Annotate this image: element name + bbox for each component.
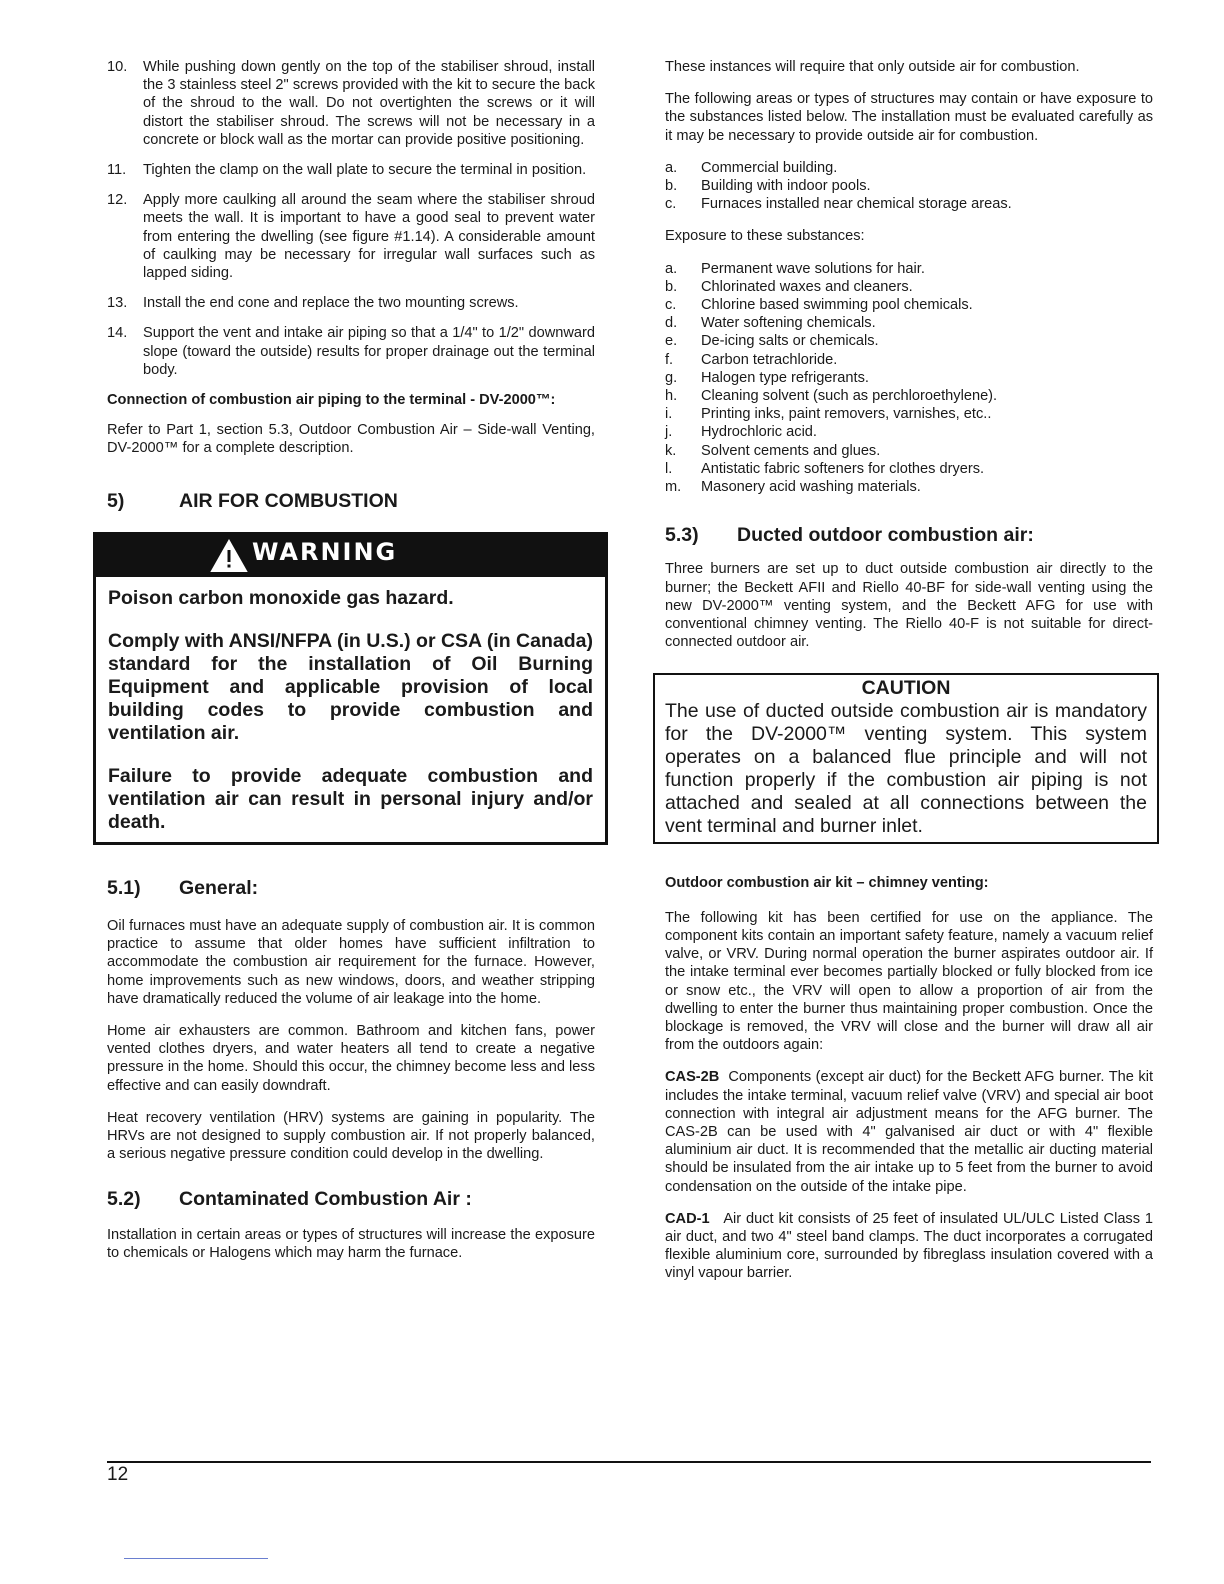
warning-body <box>96 577 605 842</box>
left-column <box>107 58 595 1276</box>
warning-text-2: Comply with ANSI/NFPA (in U.S.) or CSA (in Canada) standard for the installation of Oil Burning Equipment and applicable provision of local building codes to provide combustion and ventilation air. <box>108 629 593 744</box>
caution-box <box>653 673 1159 844</box>
list-item: e. De-icing salts or chemicals. <box>665 333 879 350</box>
connection-heading: Connection of combustion air piping to the terminal - DV-2000™: <box>107 392 556 409</box>
section-5-1-heading: 5.1) General: <box>107 876 259 899</box>
section-5-2-heading: 5.2) Contaminated Combustion Air : <box>107 1187 472 1210</box>
connection-text: Refer to Part 1, section 5.3, Outdoor Combustion Air – Side-wall Venting, DV-2000™ for a complete description. <box>107 422 595 457</box>
caution-text: The use of ducted outside combustion air is mandatory for the DV-2000™ venting system. This system operates on a balanced flue principle and will not function properly if the combustion air piping is not attached and sealed at all connections between the vent terminal and burner inlet. <box>665 700 1147 838</box>
step-12: 12. Apply more caulking all around the seam where the stabiliser shroud meets the wall. It is important to have a good seal to prevent water from entering the dwelling (see figure #1.14). A considerable amount of caulking may be necessary for irregular wall surfaces such as lapped siding. <box>107 192 595 282</box>
list-item: h. Cleaning solvent (such as perchloroethylene). <box>665 388 998 405</box>
footer-divider <box>107 1461 1151 1463</box>
cas-2b-text: Components (except air duct) for the Beckett AFG burner. The kit includes the intake terminal, vacuum relief valve (VRV) and special air boot connection with integral air adjustment means for the AFG burner. The CAS-2B can be used with 4" galvanised air duct or with 4" flexible aluminium air duct. It is recommended that the metallic air ducting material should be insulated from the air intake up to 5 feet from the burner to avoid condensation on the outside of the intake pipe. <box>665 1069 1154 1195</box>
exposure-heading: Exposure to these substances: <box>665 228 865 245</box>
list-item: l. Antistatic fabric softeners for clothes dryers. <box>665 460 985 477</box>
warning-label: WARNING <box>252 537 398 566</box>
step-13: 13. Install the end cone and replace the two mounting screws. <box>107 295 519 312</box>
step-14: 14. Support the vent and intake air piping so that a 1/4" to 1/2" downward slope (toward the outside) results for proper drainage out the terminal body. <box>107 325 595 378</box>
list-item: c. Chlorine based swimming pool chemicals. <box>665 297 973 314</box>
list-item: k. Solvent cements and glues. <box>665 442 881 459</box>
step-11: 11. Tighten the clamp on the wall plate to secure the terminal in position. <box>107 162 587 179</box>
areas-list <box>665 159 1153 214</box>
decorative-underline <box>124 1558 268 1559</box>
list-item: g. Halogen type refrigerants. <box>665 369 869 386</box>
list-item: b. Chlorinated waxes and cleaners. <box>665 278 913 295</box>
kit-heading: Outdoor combustion air kit – chimney venting: <box>665 875 989 892</box>
section-5-3-heading: 5.3) Ducted outdoor combustion air: <box>665 524 1034 547</box>
warning-banner <box>96 535 605 577</box>
cas-2b-label: CAS-2B <box>665 1069 720 1086</box>
right-column <box>665 58 1153 1297</box>
general-paragraph-3: Heat recovery ventilation (HRV) systems are gaining in popularity. The HRVs are not designed to supply combustion air. If not properly balanced, a serious negative pressure condition could develop in the dwelling. <box>107 1109 595 1163</box>
cad-1-paragraph <box>665 1210 1153 1283</box>
list-item: a. Permanent wave solutions for hair. <box>665 260 925 277</box>
intro-paragraph-1: These instances will require that only outside air for combustion. <box>665 59 1080 75</box>
warning-box <box>93 532 608 845</box>
cad-1-text: Air duct kit consists of 25 feet of insulated UL/ULC Listed Class 1 air duct, and two 4" steel band clamps. The duct incorporates a corrugated flexible aluminium core, surrounded by fibreglass insulation covered with a vinyl vapour barrier. <box>665 1210 1153 1282</box>
general-paragraph-2: Home air exhausters are common. Bathroom and kitchen fans, power vented clothes dryers, and water heaters all tend to create a negative pressure in the home. Should this occur, the chimney become less and less effective and can easily downdraft. <box>107 1023 595 1094</box>
intro-paragraph-2: The following areas or types of structures may contain or have exposure to the substances listed below. The installation must be evaluated carefully as it may be necessary to provide outside air for combustion. <box>665 91 1153 144</box>
warning-triangle-icon <box>210 539 248 573</box>
list-item: j. Hydrochloric acid. <box>665 424 817 441</box>
list-item: i. Printing inks, paint removers, varnishes, etc.. <box>665 406 992 423</box>
caution-title: CAUTION <box>861 677 951 700</box>
general-paragraph-1: Oil furnaces must have an adequate supply of combustion air. It is common practice to assume that older homes have sufficient infiltration to accommodate the combustion air requirement for the furnace. However, home improvements such as new windows, doors, and weather stripping have dramatically reduced the volume of air leakage into the home. <box>107 918 595 1007</box>
list-item: d. Water softening chemicals. <box>665 315 876 332</box>
warning-text-3: Failure to provide adequate combustion and ventilation air can result in personal injury and/or death. <box>108 764 593 833</box>
contaminated-paragraph: Installation in certain areas or types of structures will increase the exposure to chemicals or Halogens which may harm the furnace. <box>107 1226 595 1261</box>
ducted-paragraph: Three burners are set up to duct outside combustion air directly to the burner; the Beckett AFII and Riello 40-BF for side-wall venting using the new DV-2000™ venting system, and the Beckett AFG for use with conventional chimney venting. The Riello 40-F is not suitable for direct-connected outdoor air. <box>665 561 1153 651</box>
cad-1-label: CAD-1 <box>665 1210 710 1227</box>
list-item: c. Furnaces installed near chemical storage areas. <box>665 196 1012 213</box>
step-10: 10. While pushing down gently on the top of the stabiliser shroud, install the 3 stainless steel 2" screws provided with the kit to secure the back of the shroud to the wall. Do not overtighten the screws or it will distort the stabiliser shroud. The screws will not be necessary in a concrete or block wall as the mortar can provide positive positioning. <box>107 59 595 148</box>
cas-2b-paragraph <box>665 1068 1153 1195</box>
kit-paragraph: The following kit has been certified for use on the appliance. The component kits contain an important safety feature, namely a vacuum relief valve, or VRV. During normal operation the burner aspirates outdoor air. If the intake terminal ever becomes partially blocked or fully blocked from ice or snow etc., the VRV will open to allow a proportion of air from the dwelling to enter the burner thus maintaining proper combustion. Once the blockage is removed, the VRV will close and the burner will draw all air from the outdoors again: <box>665 909 1153 1054</box>
substances-list <box>665 260 1153 497</box>
section-5-heading: 5) AIR FOR COMBUSTION <box>107 489 398 512</box>
page-number: 12 <box>107 1464 129 1485</box>
warning-text-1: Poison carbon monoxide gas hazard. <box>108 586 454 609</box>
list-item: f. Carbon tetrachloride. <box>665 351 838 368</box>
list-item: b. Building with indoor pools. <box>665 178 871 195</box>
list-item: m. Masonery acid washing materials. <box>665 479 921 496</box>
list-item: a. Commercial building. <box>665 159 838 176</box>
